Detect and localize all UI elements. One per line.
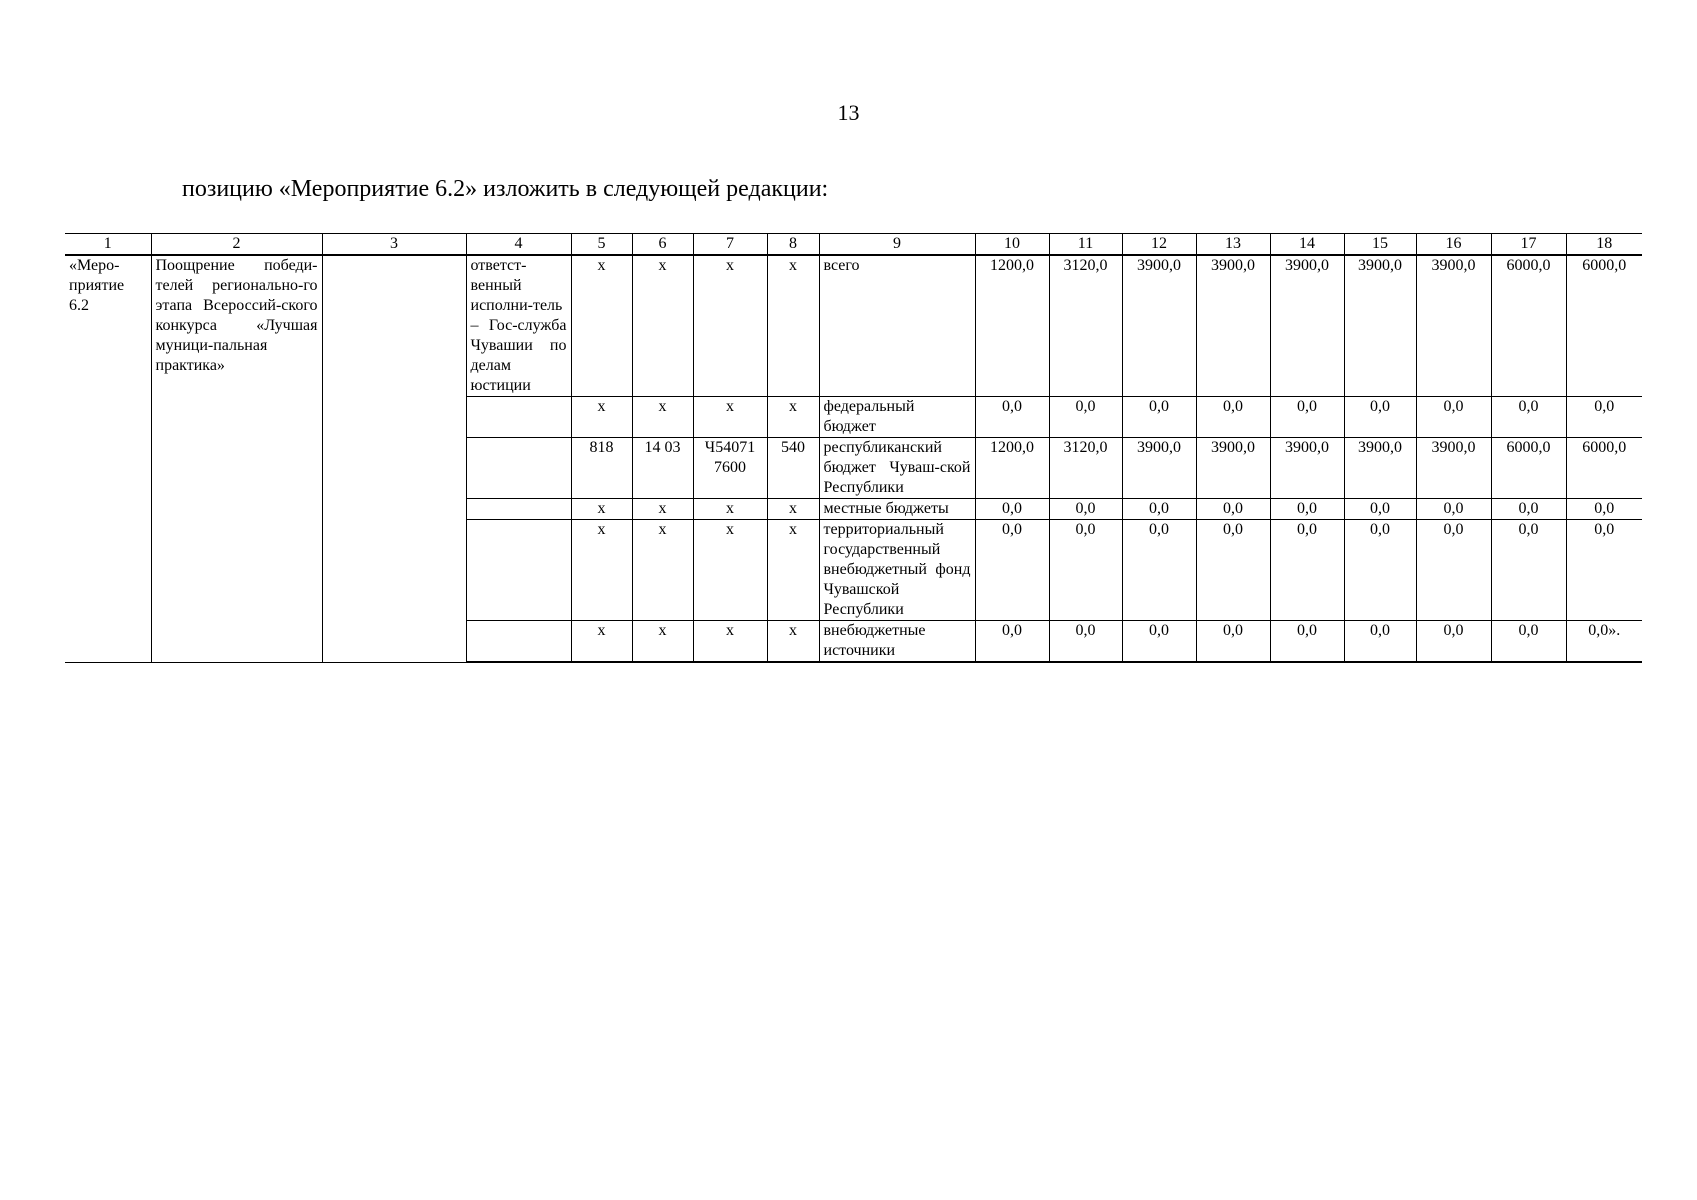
code-cell: х	[693, 255, 767, 397]
value-cell: 6000,0	[1566, 438, 1642, 499]
header-cell: 10	[975, 234, 1049, 256]
value-cell: 3900,0	[1270, 438, 1344, 499]
code-cell: х	[693, 499, 767, 520]
value-cell: 0,0	[1566, 397, 1642, 438]
code-cell: х	[693, 520, 767, 621]
value-cell: 0,0	[1122, 397, 1196, 438]
code-cell: х	[632, 621, 693, 663]
value-cell: 0,0».	[1566, 621, 1642, 663]
value-cell: 0,0	[1270, 621, 1344, 663]
code-cell: х	[571, 499, 632, 520]
value-cell: 3900,0	[1122, 255, 1196, 397]
value-cell: 0,0	[1491, 621, 1566, 663]
source-cell: всего	[819, 255, 975, 397]
code-cell: 818	[571, 438, 632, 499]
responsible-cell	[466, 621, 571, 663]
header-cell: 4	[466, 234, 571, 256]
value-cell: 0,0	[1344, 520, 1416, 621]
budget-table	[65, 233, 1642, 663]
value-cell: 0,0	[1196, 621, 1270, 663]
header-cell: 1	[65, 234, 151, 256]
header-cell: 9	[819, 234, 975, 256]
value-cell: 0,0	[1566, 520, 1642, 621]
code-cell: х	[632, 499, 693, 520]
value-cell: 0,0	[1416, 621, 1491, 663]
code-cell: 14 03	[632, 438, 693, 499]
value-cell: 3900,0	[1416, 255, 1491, 397]
value-cell: 0,0	[1196, 520, 1270, 621]
header-cell: 12	[1122, 234, 1196, 256]
value-cell: 0,0	[975, 520, 1049, 621]
value-cell: 0,0	[1344, 499, 1416, 520]
responsible-cell	[466, 397, 571, 438]
header-cell: 13	[1196, 234, 1270, 256]
value-cell: 0,0	[1491, 499, 1566, 520]
source-cell: территориальный государственный внебюджетный фонд Чувашской Республики	[819, 520, 975, 621]
value-cell: 1200,0	[975, 438, 1049, 499]
code-cell: х	[632, 397, 693, 438]
value-cell: 0,0	[1196, 397, 1270, 438]
value-cell: 0,0	[1491, 520, 1566, 621]
header-cell: 16	[1416, 234, 1491, 256]
header-cell: 17	[1491, 234, 1566, 256]
code-cell: х	[571, 621, 632, 663]
value-cell: 3900,0	[1122, 438, 1196, 499]
value-cell: 6000,0	[1491, 438, 1566, 499]
value-cell: 0,0	[1049, 397, 1122, 438]
value-cell: 0,0	[1270, 499, 1344, 520]
header-cell: 15	[1344, 234, 1416, 256]
code-cell: х	[571, 255, 632, 397]
value-cell: 0,0	[1049, 499, 1122, 520]
value-cell: 0,0	[1049, 520, 1122, 621]
responsible-cell	[466, 438, 571, 499]
value-cell: 0,0	[1566, 499, 1642, 520]
source-cell: республиканский бюджет Чуваш-ской Республики	[819, 438, 975, 499]
value-cell: 0,0	[1270, 520, 1344, 621]
value-cell: 6000,0	[1491, 255, 1566, 397]
responsible-cell: ответст-венный исполни-тель – Гос-служба Чувашии по делам юстиции	[466, 255, 571, 397]
code-cell: х	[632, 520, 693, 621]
responsible-cell	[466, 499, 571, 520]
value-cell: 3900,0	[1270, 255, 1344, 397]
header-cell: 3	[322, 234, 466, 256]
value-cell: 3900,0	[1344, 255, 1416, 397]
value-cell: 0,0	[1344, 621, 1416, 663]
header-cell: 6	[632, 234, 693, 256]
value-cell: 0,0	[975, 397, 1049, 438]
value-cell: 3900,0	[1196, 255, 1270, 397]
code-cell: 540	[767, 438, 819, 499]
value-cell: 0,0	[1122, 621, 1196, 663]
code-cell: х	[571, 397, 632, 438]
value-cell: 0,0	[1270, 397, 1344, 438]
value-cell: 0,0	[1491, 397, 1566, 438]
value-cell: 0,0	[1122, 499, 1196, 520]
value-cell: 3120,0	[1049, 438, 1122, 499]
header-cell: 11	[1049, 234, 1122, 256]
event-cell: «Меро-приятие 6.2	[65, 255, 151, 662]
value-cell: 1200,0	[975, 255, 1049, 397]
value-cell: 0,0	[1122, 520, 1196, 621]
header-cell: 14	[1270, 234, 1344, 256]
code-cell: х	[693, 621, 767, 663]
value-cell: 3900,0	[1196, 438, 1270, 499]
header-cell: 2	[151, 234, 322, 256]
code-cell: х	[571, 520, 632, 621]
code-cell: Ч54071 7600	[693, 438, 767, 499]
value-cell: 0,0	[1416, 397, 1491, 438]
value-cell: 0,0	[1049, 621, 1122, 663]
source-cell: внебюджетные источники	[819, 621, 975, 663]
table-row	[65, 255, 1642, 397]
code-cell: х	[767, 499, 819, 520]
code-cell: х	[632, 255, 693, 397]
header-cell: 8	[767, 234, 819, 256]
header-cell: 7	[693, 234, 767, 256]
responsible-cell	[466, 520, 571, 621]
empty-col3-cell	[322, 255, 466, 662]
code-cell: х	[767, 397, 819, 438]
value-cell: 3900,0	[1416, 438, 1491, 499]
header-cell: 5	[571, 234, 632, 256]
value-cell: 0,0	[1416, 499, 1491, 520]
code-cell: х	[767, 255, 819, 397]
value-cell: 3120,0	[1049, 255, 1122, 397]
code-cell: х	[693, 397, 767, 438]
event-name-cell: Поощрение победи-телей регионально-го этапа Всероссий-ского конкурса «Лучшая муници-пальная практика»	[151, 255, 322, 662]
header-cell: 18	[1566, 234, 1642, 256]
value-cell: 6000,0	[1566, 255, 1642, 397]
value-cell: 0,0	[975, 621, 1049, 663]
page-number: 13	[837, 100, 860, 125]
source-cell: местные бюджеты	[819, 499, 975, 520]
value-cell: 0,0	[1196, 499, 1270, 520]
code-cell: х	[767, 621, 819, 663]
value-cell: 0,0	[975, 499, 1049, 520]
value-cell: 0,0	[1344, 397, 1416, 438]
intro-text: позицию «Мероприятие 6.2» изложить в следующей редакции:	[182, 176, 829, 202]
code-cell: х	[767, 520, 819, 621]
header-row	[65, 234, 1642, 256]
source-cell: федеральный бюджет	[819, 397, 975, 438]
value-cell: 0,0	[1416, 520, 1491, 621]
value-cell: 3900,0	[1344, 438, 1416, 499]
